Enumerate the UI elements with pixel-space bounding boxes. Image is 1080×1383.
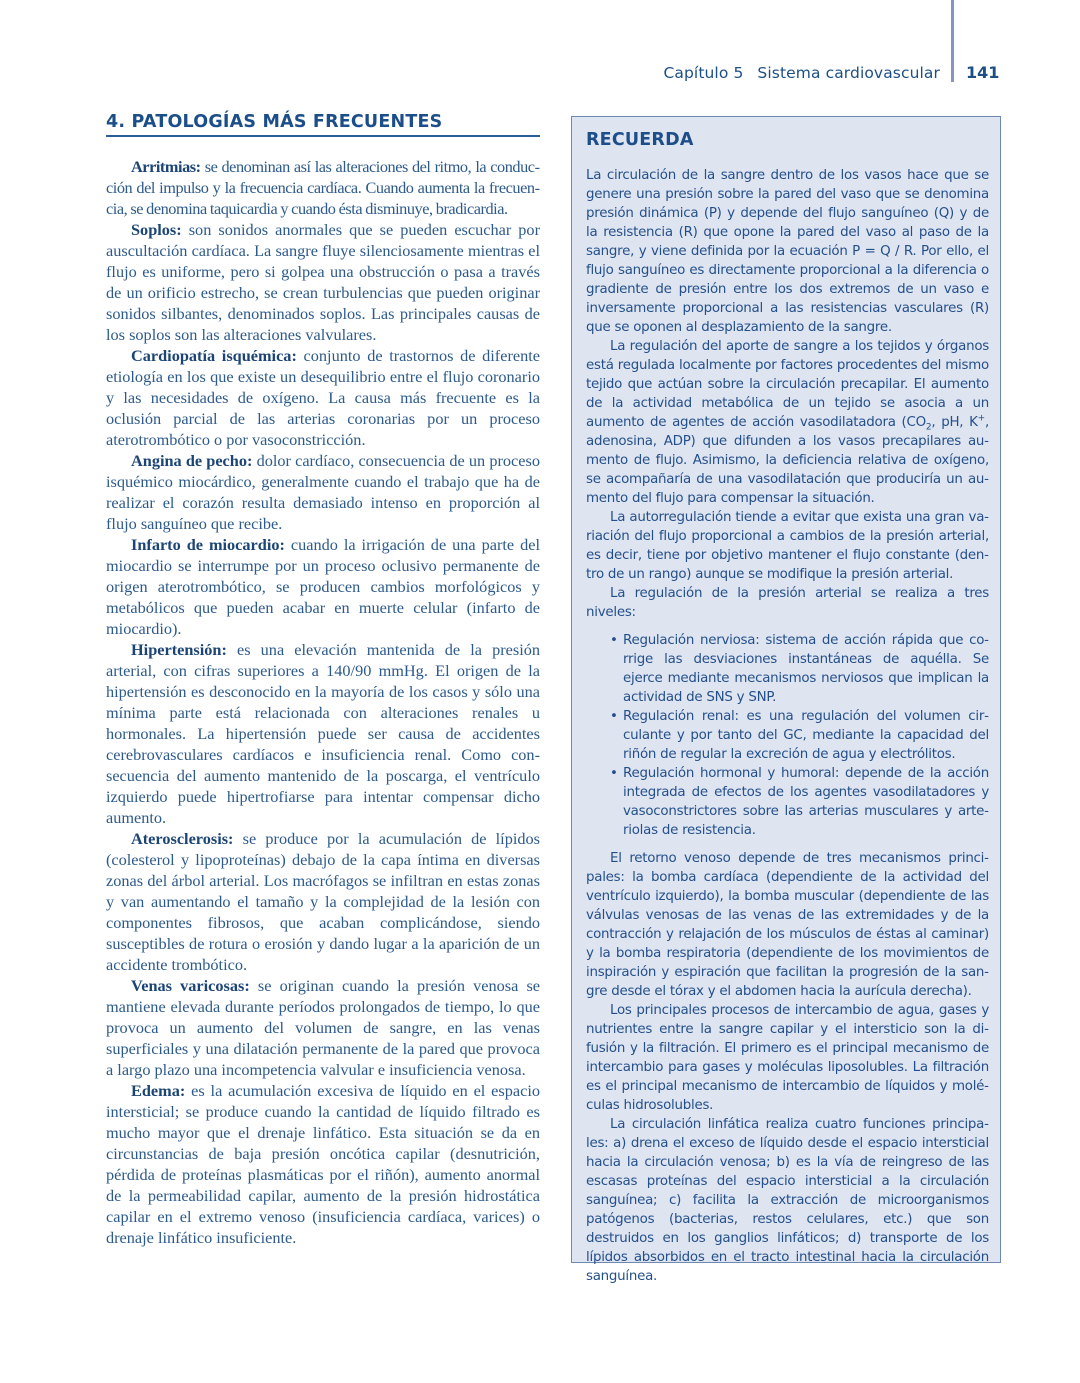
definition: es una elevación mantenida de la presión arterial, con cifras superiores a 140/90 mmHg. El origen de la hipertensión es desconocido en la mayoría de los casos y sólo una mínima parte está relacionada con alteraciones renales u hormonales. La hipertensión puede ser causa de accidentes cerebrovasculares cardíacos e insuficiencia renal. Como consecuencia del aumento mantenido de la poscarga, el ventrículo izquierdo puede hipertrofiarse para intentar compensar dicho aumento.	[106, 640, 540, 827]
entry-arritmias	[106, 156, 540, 219]
entry-cardiopatia-isquemica	[106, 345, 540, 450]
text-run: , pH, K	[931, 415, 978, 430]
main-column	[106, 112, 540, 1248]
term: Edema:	[131, 1081, 186, 1100]
recuerda-title: RECUERDA	[586, 130, 694, 150]
regulation-levels-list	[586, 631, 989, 840]
term: Aterosclerosis:	[131, 829, 234, 848]
recuerda-paragraph	[586, 337, 989, 508]
term: Venas varicosas:	[131, 976, 250, 995]
recuerda-paragraph: El retorno venoso depende de tres mecanismos principales: la bomba cardíaca (dependiente de la actividad del ventrículo izquierdo), la bomba muscular (dependiente de las válvulas venosas de las venas de las extremidades y de la contracción y relajación de los músculos de éstas al caminar) y la bomba respiratoria (dependiente de los movimientos de inspiración y espiración que facilitan la progresión de la sangre desde el tórax y el abdomen hacia la aurícula derecha).	[586, 851, 989, 999]
chapter-title: Sistema cardiovascular	[757, 64, 940, 82]
text-run: La regulación del aporte de sangre a los tejidos y órganos está regulada localmente por factores procedentes del mismo tejido que actúan sobre la circulación precapilar. El aumento de la actividad metabólica de un tejido se asocia a un aumento de agentes de acción vasodilatadora (CO	[586, 339, 989, 430]
term: Cardiopatía isquémica:	[131, 346, 297, 365]
entry-angina-de-pecho	[106, 450, 540, 534]
running-head	[650, 64, 940, 82]
definition: se produce por la acumulación de lípidos (colesterol y lipoproteínas) debajo de la capa íntima en diversas zonas del árbol arterial. Los macrófagos se infiltran en estas zonas y van aumentando el tamaño y la complejidad de la lesión con componentes fibrosos, que acaban complicándose, siendo susceptibles de rotura o erosión y dando lugar a la aparición de un accidente trombótico.	[106, 829, 540, 974]
entry-venas-varicosas	[106, 975, 540, 1080]
list-item: • Regulación nerviosa: sistema de acción rápida que corrige las desviaciones instantáneas de aquélla. Se ejerce mediante mecanismos nerviosos que implican la actividad de SNS y SNP.	[623, 631, 989, 707]
definition: dolor cardíaco, consecuencia de un proceso isquémico miocárdico, generalmente cuando el trabajo que ha de realizar el corazón resulta demasiado intenso en proporción al flujo sanguíneo que recibe.	[106, 451, 540, 533]
recuerda-box	[571, 116, 1001, 1284]
definition: son sonidos anormales que se pueden escuchar por auscultación cardíaca. La sangre fluye silenciosamente mientras el flujo es uniforme, pero si golpea una obstrucción o pasa a través de un orificio estrecho, se crean turbulencias que pueden originar sonidos silbantes, denominados soplos. Las principales causas de los soplos son las alteraciones valvulares.	[106, 220, 540, 344]
list-item: • Regulación renal: es una regulación del volumen circulante y por tanto del GC, mediante la capacidad del riñón de regular la excreción de agua y electrólitos.	[623, 707, 989, 764]
term: Arritmias:	[131, 157, 201, 176]
recuerda-paragraph: La circulación de la sangre dentro de los vasos hace que se genere una presión sobre la pared del vaso que se denomina presión dinámica (P) y depende del flujo sanguíneo (Q) y de la resistencia (R) que opone la pared del vaso al paso de la sangre, y viene definida por la ecuación P = Q / R. Por ello, el flujo sanguíneo es directamente proporcional a la diferencia o gradiente de presión entre los dos extremos de un vaso e inversamente proporcional a las resistencias vasculares (R) que se oponen al desplazamiento de la sangre.	[586, 168, 989, 335]
entry-hipertension	[106, 639, 540, 828]
definition: cuando la irrigación de una parte del miocardio se interrumpe por un proceso oclusivo permanente de origen aterotrombótico, se producen cambios morfológicos y metabólicos que pueden acabar en muerte celular (infarto de miocardio).	[106, 535, 540, 638]
recuerda-body	[586, 166, 989, 1286]
chapter-label: Capítulo 5	[663, 64, 744, 82]
term: Angina de pecho:	[131, 451, 253, 470]
entry-infarto-de-miocardio	[106, 534, 540, 639]
superscript: +	[977, 413, 985, 424]
definition: conjunto de trastornos de diferente etiología en los que existe un desequilibrio entre el flujo coronario y las necesidades de oxígeno. La causa más frecuente es la oclusión parcial de las arterias coronarias por un proceso aterotrombótico o por vasoconstricción.	[106, 346, 540, 449]
entry-aterosclerosis	[106, 828, 540, 975]
recuerda-paragraph: Los principales procesos de intercambio de agua, gases y nutrientes entre la sangre capilar y el intersticio son la difusión y la filtración. El primero es el principal mecanismo de intercambio para gases y moléculas liposolubles. La filtración es el principal mecanismo de intercambio de líquidos y moléculas hidrosolubles.	[586, 1003, 989, 1113]
list-item: • Regulación hormonal y humoral: depende de la acción integrada de efectos de los agentes vasodilatadores y vasoconstrictores sobre las arterias musculares y arteriolas de resistencia.	[623, 764, 989, 840]
recuerda-paragraph: La circulación linfática realiza cuatro funciones principales: a) drena el exceso de líquido desde el espacio intersticial hacia la circulación venosa; b) es la vía de reingreso de las escasas proteínas del espacio intersticial a la circulación sanguínea; c) facilita la extracción de microorganismos patógenos (bacterias, restos celulares, etc.) que son destruidos en los ganglios linfáticos; d) transporte de los lípidos absorbidos en el tracto intestinal hacia la circulación sanguínea.	[586, 1117, 989, 1284]
definition: se originan cuando la presión venosa se mantiene elevada durante períodos prolongados de tiempo, lo que provoca un aumento del volumen de sangre, en las venas superficiales y una dilatación permanente de la pared que provoca a largo plazo una incompetencia valvular e insuficiencia venosa.	[106, 976, 541, 1079]
recuerda-paragraph: La autorregulación tiende a evitar que exista una gran variación del flujo proporcional a cambios de la presión arterial, es decir, tiene por objetivo mantener el flujo constante (dentro de un rango) aunque se modifique la presión arterial.	[586, 510, 989, 582]
definition: se denominan así las alteraciones del ritmo, la conducción del impulso y la frecuencia cardíaca. Cuando aumenta la frecuencia, se denomina taquicardia y cuando ésta disminuye, bradicardia.	[106, 157, 540, 218]
entry-edema	[106, 1080, 540, 1248]
text-run: , adenosina, ADP) que difunden a los vasos precapilares aumento de flujo. Asimismo, la deficiencia relativa de oxígeno, se acompañaría de una vasodilatación que produciría un aumento del flujo para compensar la situación.	[586, 415, 989, 506]
recuerda-paragraph: La regulación de la presión arterial se realiza a tres niveles:	[586, 586, 989, 620]
entry-soplos	[106, 219, 540, 345]
section-title: 4. PATOLOGÍAS MÁS FRECUENTES	[106, 112, 540, 137]
definition: es la acumulación excesiva de líquido en el espacio intersticial; se produce cuando la cantidad de líquido filtrado es mucho mayor que el drenaje linfático. Esta situación se da en circunstancias de baja presión oncótica capilar (desnutrición, pérdida de proteínas plasmáticas por el riñón), aumento anormal de la permeabilidad capilar, aumento de la presión hidrostática capilar en el extremo venoso (insuficiencia cardíaca, varices) o drenaje linfático insuficiente.	[106, 1081, 540, 1247]
term: Hipertensión:	[131, 640, 227, 659]
pathologies-list	[106, 156, 540, 1248]
page-number: 141	[966, 63, 1000, 82]
term: Infarto de miocardio:	[131, 535, 285, 554]
subscript: 2	[925, 422, 932, 433]
header-rule	[951, 0, 954, 82]
term: Soplos:	[131, 220, 182, 239]
